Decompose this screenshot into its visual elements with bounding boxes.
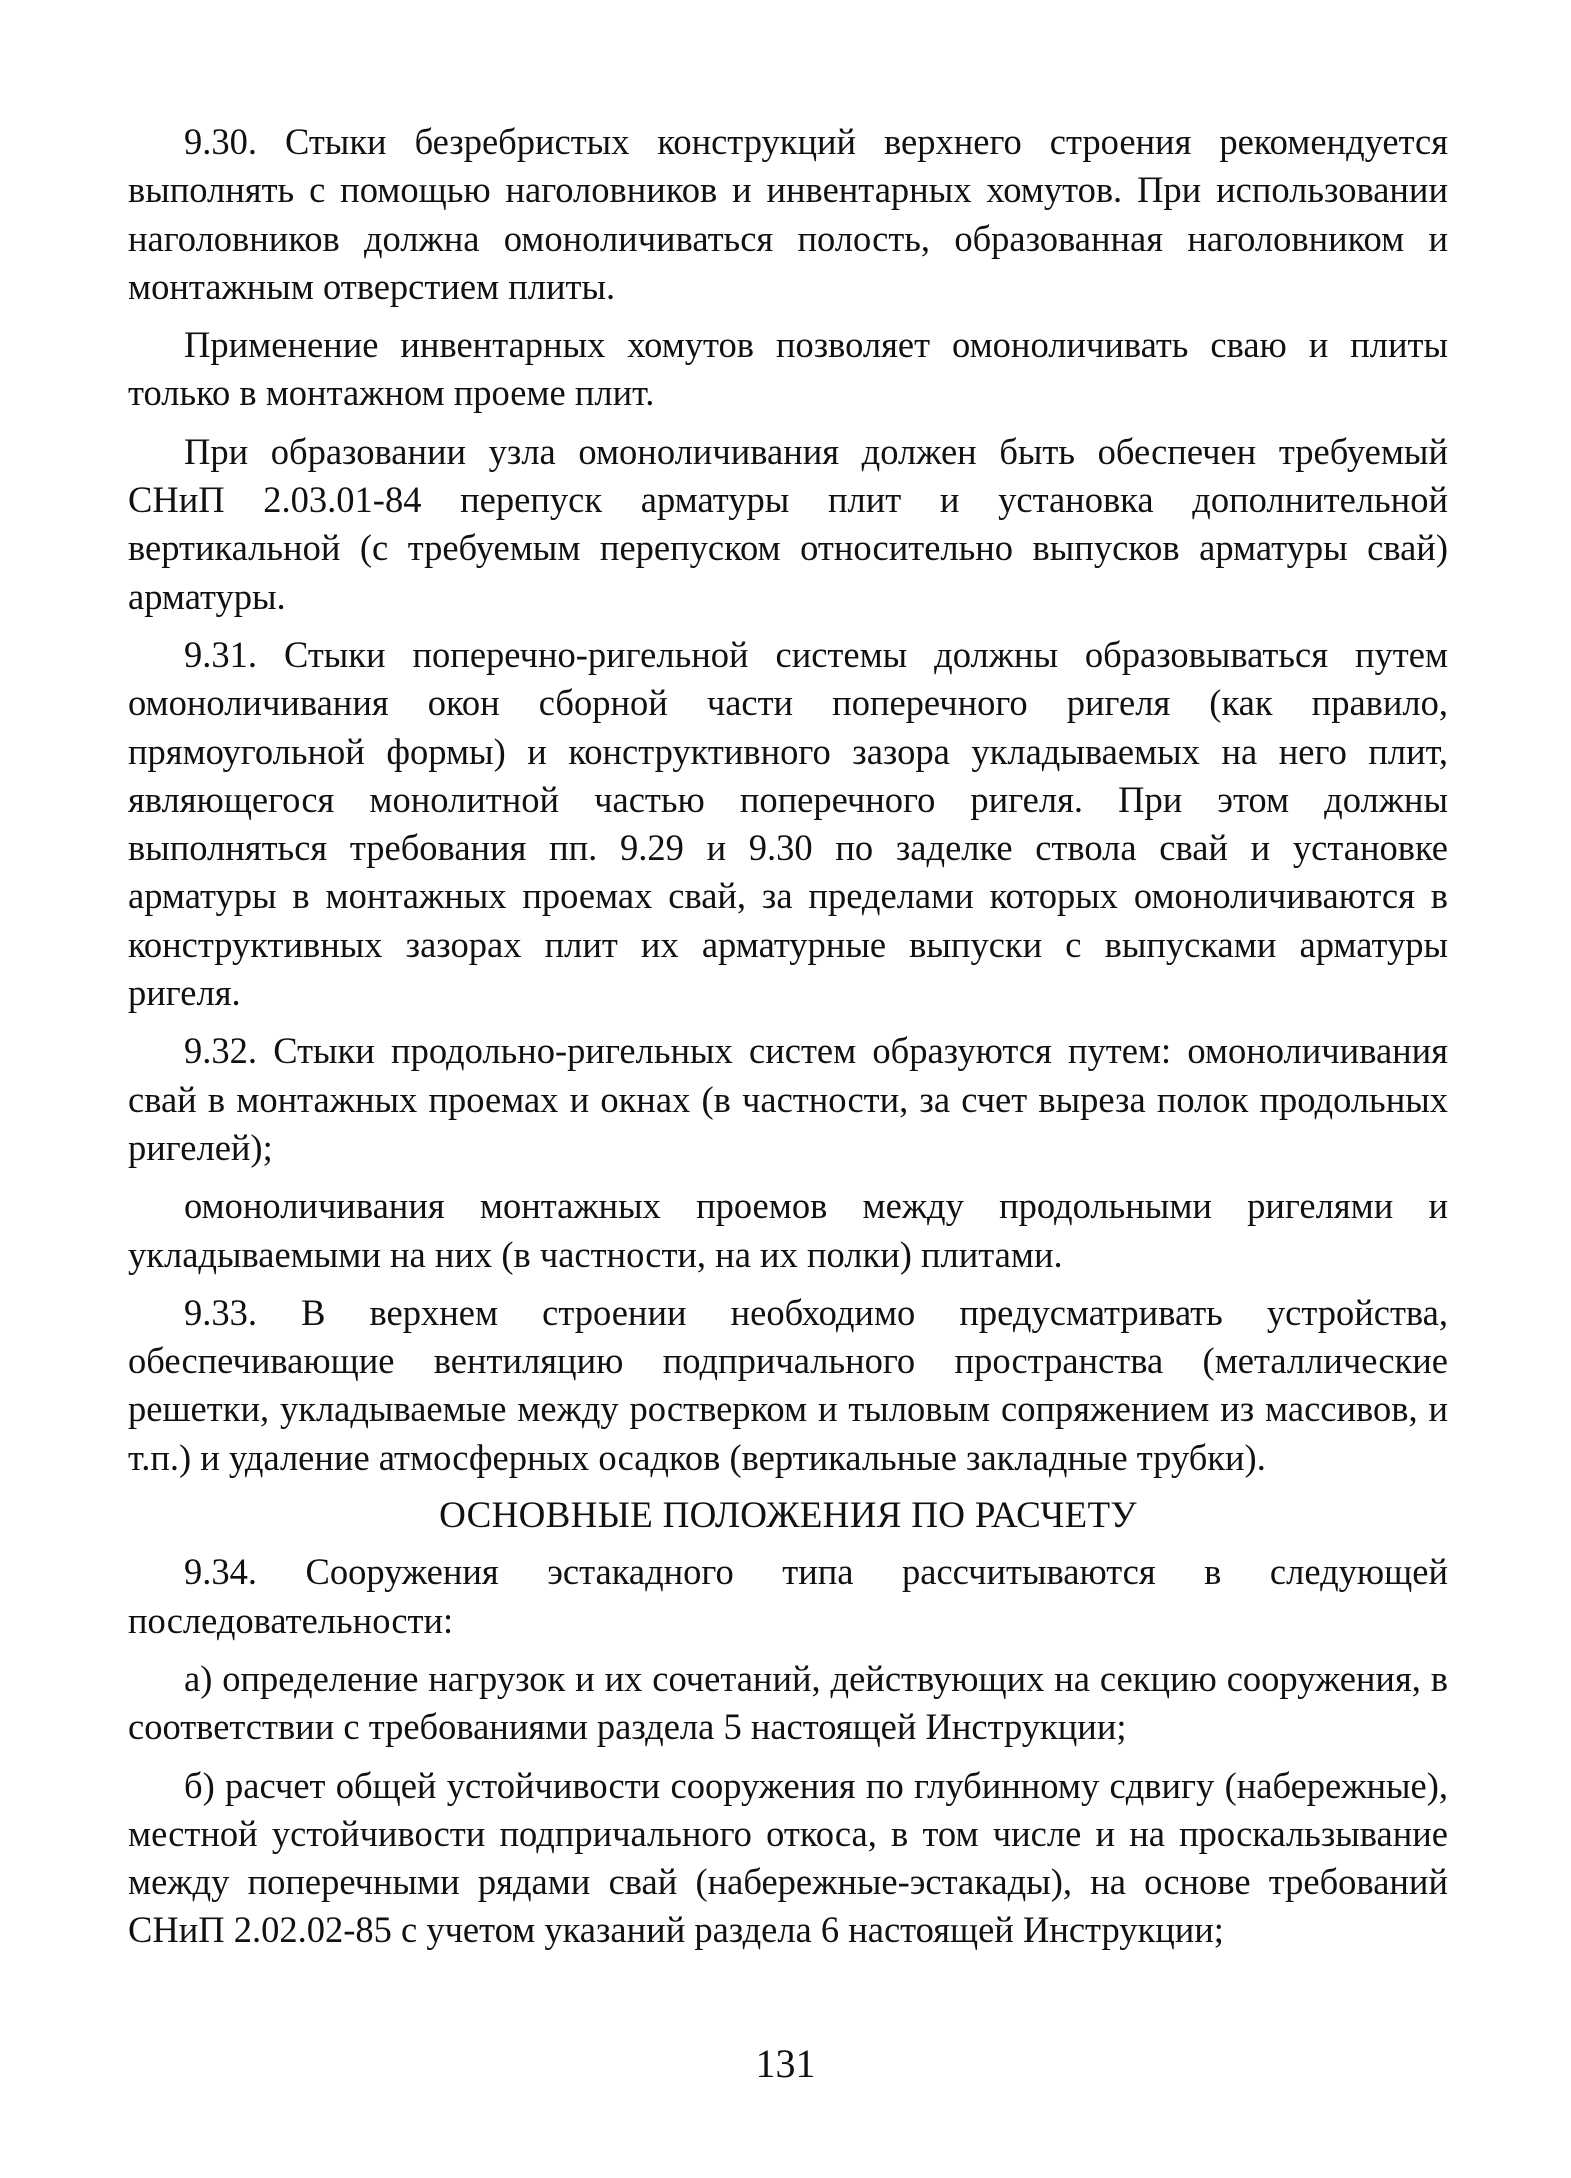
paragraph-9-32	[128, 1027, 1448, 1172]
page-number: 131	[755, 2041, 816, 2086]
paragraph-text: б) расчет общей устойчивости сооружения по глубинному сдвигу (набережные), местной устойчивости подпричального откоса, в том числе и на проскальзывание между поперечными рядами свай (набережные-эстакады), на основе требований СНиП 2.02.02-85 с учетом указаний раздела 6 настоящей Инструкции;	[128, 1764, 1448, 1951]
paragraph-9-30	[128, 118, 1448, 311]
paragraph-text: Применение инвентарных хомутов позволяет омоноличивать сваю и плиты только в монтажном проеме плит.	[128, 324, 1448, 414]
paragraph	[128, 1182, 1448, 1279]
list-item-b	[128, 1762, 1448, 1955]
paragraph-text: Стыки безребристых конструкций верхнего строения рекомендуется выполнять с помощью наголовников и инвентарных хомутов. При использовании наголовников должна омоноличиваться полость, образованная наголовником и монтажным отверстием плиты.	[128, 121, 1448, 307]
clause-number: 9.30.	[184, 121, 257, 162]
paragraph-text: Сооружения эстакадного типа рассчитываются в следующей последовательности:	[128, 1551, 1448, 1641]
paragraph-text: Стыки поперечно-ригельной системы должны образовываться путем омоноличивания окон сборной части поперечного ригеля (как правило, прямоугольной формы) и конструктивного зазора укладываемых на него плит, являющегося монолитной частью поперечного ригеля. При этом должны выполняться требования пп. 9.29 и 9.30 по заделке ствола свай и установке арматуры в монтажных проемах свай, за пределами которых омоноличиваются в конструктивных зазорах плит их арматурные выпуски с выпусками арматуры ригеля.	[128, 633, 1449, 1014]
paragraph-text: В верхнем строении необходимо предусматривать устройства, обеспечивающие вентиляцию подпричального пространства (металлические решетки, укладываемые между ростверком и тыловым сопряжением из массивов, и т.п.) и удаление атмосферных осадков (вертикальные закладные трубки).	[128, 1291, 1448, 1478]
paragraph-9-31	[128, 631, 1448, 1017]
clause-number: 9.32.	[184, 1030, 257, 1072]
paragraph	[128, 428, 1448, 621]
paragraph-text: а) определение нагрузок и их сочетаний, действующих на секцию сооружения, в соответствии с требованиями раздела 5 настоящей Инструкции;	[128, 1657, 1448, 1748]
clause-number: 9.34.	[184, 1551, 257, 1593]
clause-number: 9.33.	[184, 1291, 257, 1333]
paragraph-9-34	[128, 1548, 1448, 1645]
paragraph	[128, 321, 1448, 418]
paragraph-9-33	[128, 1289, 1448, 1482]
paragraph-text: При образовании узла омоноличивания должен быть обеспечен требуемый СНиП 2.03.01-84 перепуск арматуры плит и установка дополнительной вертикальной (с требуемым перепуском относительно выпусков арматуры свай) арматуры.	[128, 430, 1448, 617]
clause-number: 9.31.	[184, 633, 257, 675]
section-heading: ОСНОВНЫЕ ПОЛОЖЕНИЯ ПО РАСЧЕТУ	[439, 1495, 1137, 1537]
body-text	[128, 118, 1448, 1965]
paragraph-text: Стыки продольно-ригельных систем образуются путем: омоноличивания свай в монтажных проемах и окнах (в частности, за счет выреза полок продольных ригелей);	[128, 1030, 1449, 1168]
list-item-a	[128, 1655, 1448, 1752]
paragraph-text: омоноличивания монтажных проемов между продольными ригелями и укладываемыми на них (в частности, на их полки) плитами.	[128, 1185, 1448, 1275]
